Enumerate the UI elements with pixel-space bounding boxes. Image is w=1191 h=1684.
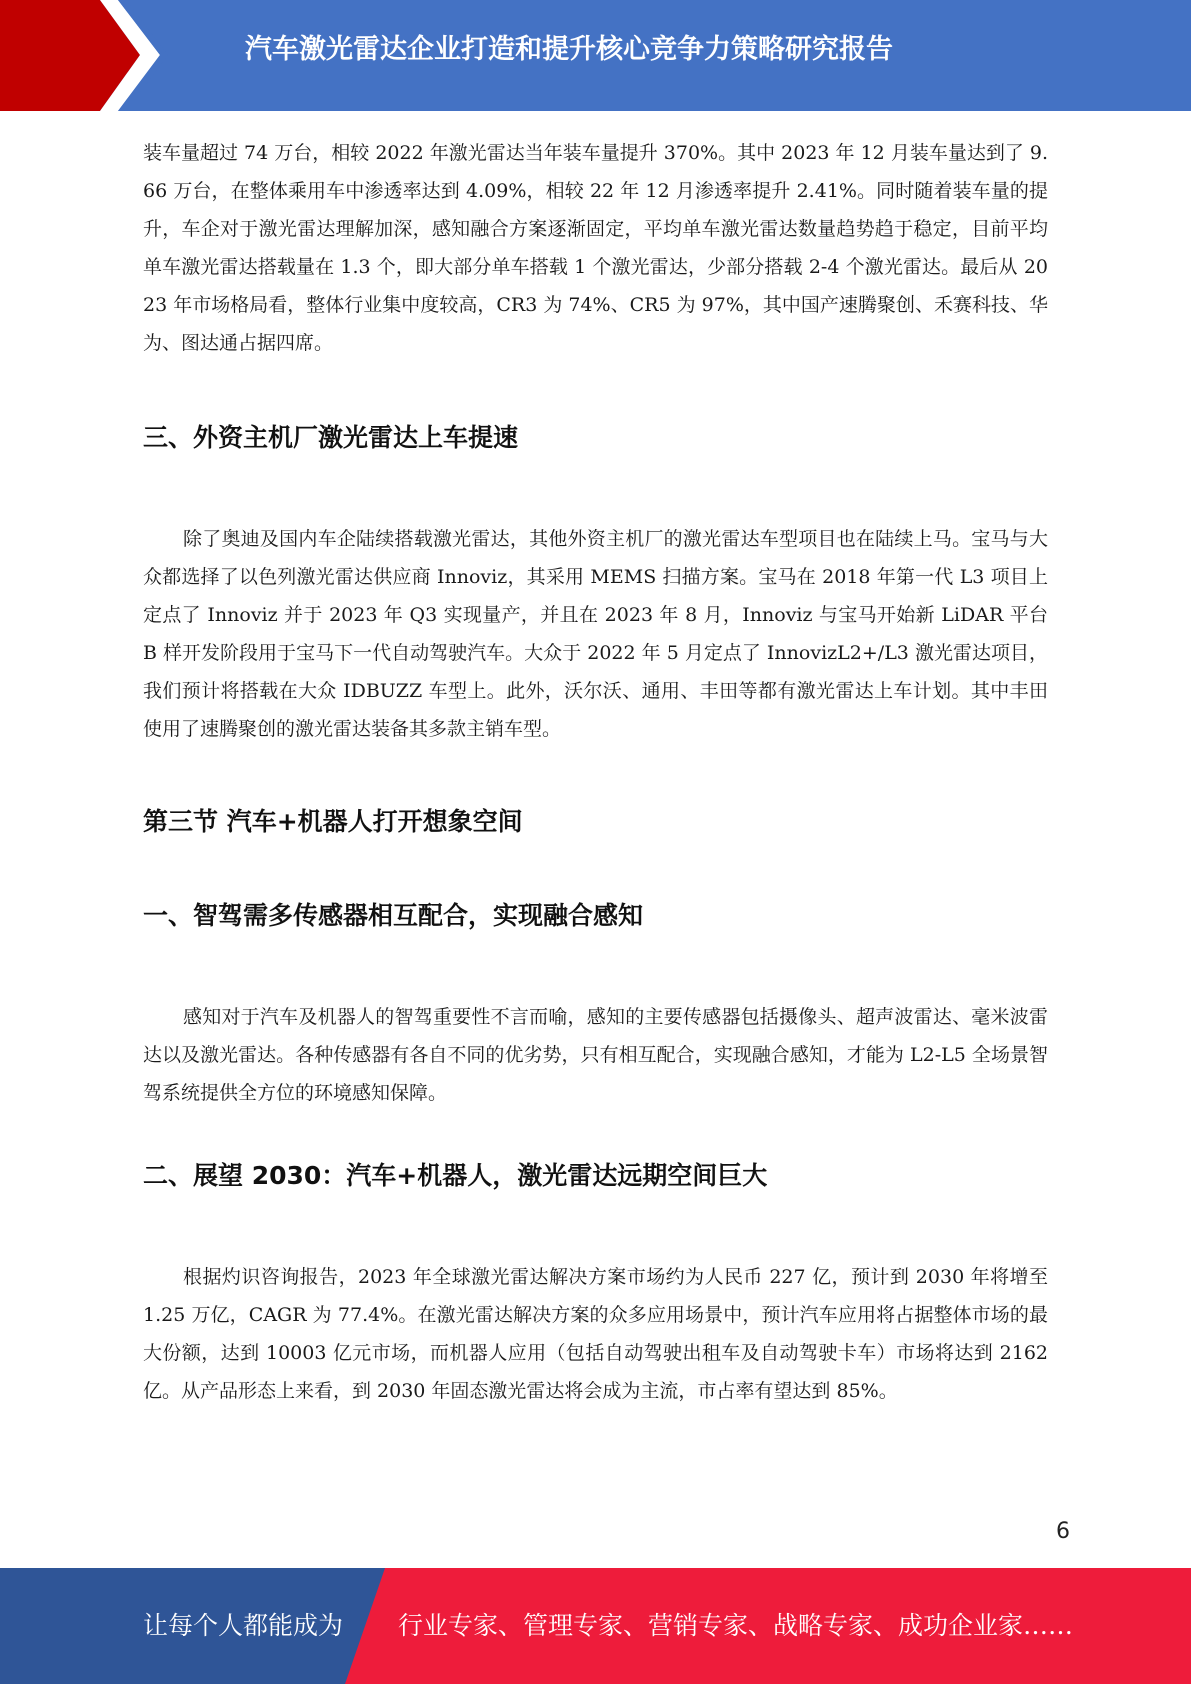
page-number: 6 bbox=[1056, 1519, 1070, 1544]
page-header bbox=[0, 0, 1191, 111]
heading-outlook-2030: 二、展望 2030：汽车+机器人，激光雷达远期空间巨大 bbox=[143, 1161, 768, 1190]
footer-slogan-right: 行业专家、管理专家、营销专家、战略专家、成功企业家…… bbox=[398, 1611, 1074, 1640]
paragraph-intro: 装车量超过 74 万台，相较 2022 年激光雷达当年装车量提升 370%。其中 2023 年 12 月装车量达到了 9.66 万台，在整体乘用车中渗透率达到 4.09%，相较 22 年 12 月渗透率提升 2.41%。同时随着装车量的提升，车企对于激光雷达理解加深，感知融合方案逐渐固定，平均单车激光雷达数量趋势趋于稳定，目前平均单车激光雷达搭载量在 1.3 个，即大部分单车搭载 1 个激光雷达，少部分搭载 2-4 个激光雷达。最后从 2023 年市场格局看，整体行业集中度较高，CR3 为 74%、CR5 为 97%，其中国产速腾聚创、禾赛科技、华为、图达通占据四席。 bbox=[143, 142, 1048, 354]
footer-slogan-left: 让每个人都能成为 bbox=[143, 1611, 344, 1640]
header-title: 汽车激光雷达企业打造和提升核心竞争力策略研究报告 bbox=[245, 34, 893, 65]
document-body bbox=[143, 134, 1048, 1410]
paragraph-sensor-fusion: 感知对于汽车及机器人的智驾重要性不言而喻，感知的主要传感器包括摄像头、超声波雷达、毫米波雷达以及激光雷达。各种传感器有各自不同的优劣势，只有相互配合，实现融合感知，才能为 L2-L5 全场景智驾系统提供全方位的环境感知保障。 bbox=[143, 1006, 1048, 1104]
page-footer bbox=[0, 1568, 1191, 1684]
paragraph-foreign-oem: 除了奥迪及国内车企陆续搭载激光雷达，其他外资主机厂的激光雷达车型项目也在陆续上马。宝马与大众都选择了以色列激光雷达供应商 Innoviz，其采用 MEMS 扫描方案。宝马在 2018 年第一代 L3 项目上定点了 Innoviz 并于 2023 年 Q3 实现量产，并且在 2023 年 8 月，Innoviz 与宝马开始新 LiDAR 平台 B 样开发阶段用于宝马下一代自动驾驶汽车。大众于 2022 年 5 月定点了 InnovizL2+/L3 激光雷达项目，我们预计将搭载在大众 IDBUZZ 车型上。此外，沃尔沃、通用、丰田等都有激光雷达上车计划。其中丰田使用了速腾聚创的激光雷达装备其多款主销车型。 bbox=[143, 528, 1048, 740]
paragraph-outlook-2030: 根据灼识咨询报告，2023 年全球激光雷达解决方案市场约为人民币 227 亿，预计到 2030 年将增至 1.25 万亿，CAGR 为 77.4%。在激光雷达解决方案的众多应用场景中，预计汽车应用将占据整体市场的最大份额，达到 10003 亿元市场，而机器人应用（包括自动驾驶出租车及自动驾驶卡车）市场将达到 2162 亿。从产品形态上来看，到 2030 年固态激光雷达将会成为主流，市占率有望达到 85%。 bbox=[143, 1266, 1048, 1402]
section-heading: 第三节 汽车+机器人打开想象空间 bbox=[143, 807, 523, 836]
heading-sensor-fusion: 一、智驾需多传感器相互配合，实现融合感知 bbox=[143, 901, 644, 930]
heading-foreign-oem: 三、外资主机厂激光雷达上车提速 bbox=[143, 423, 519, 452]
